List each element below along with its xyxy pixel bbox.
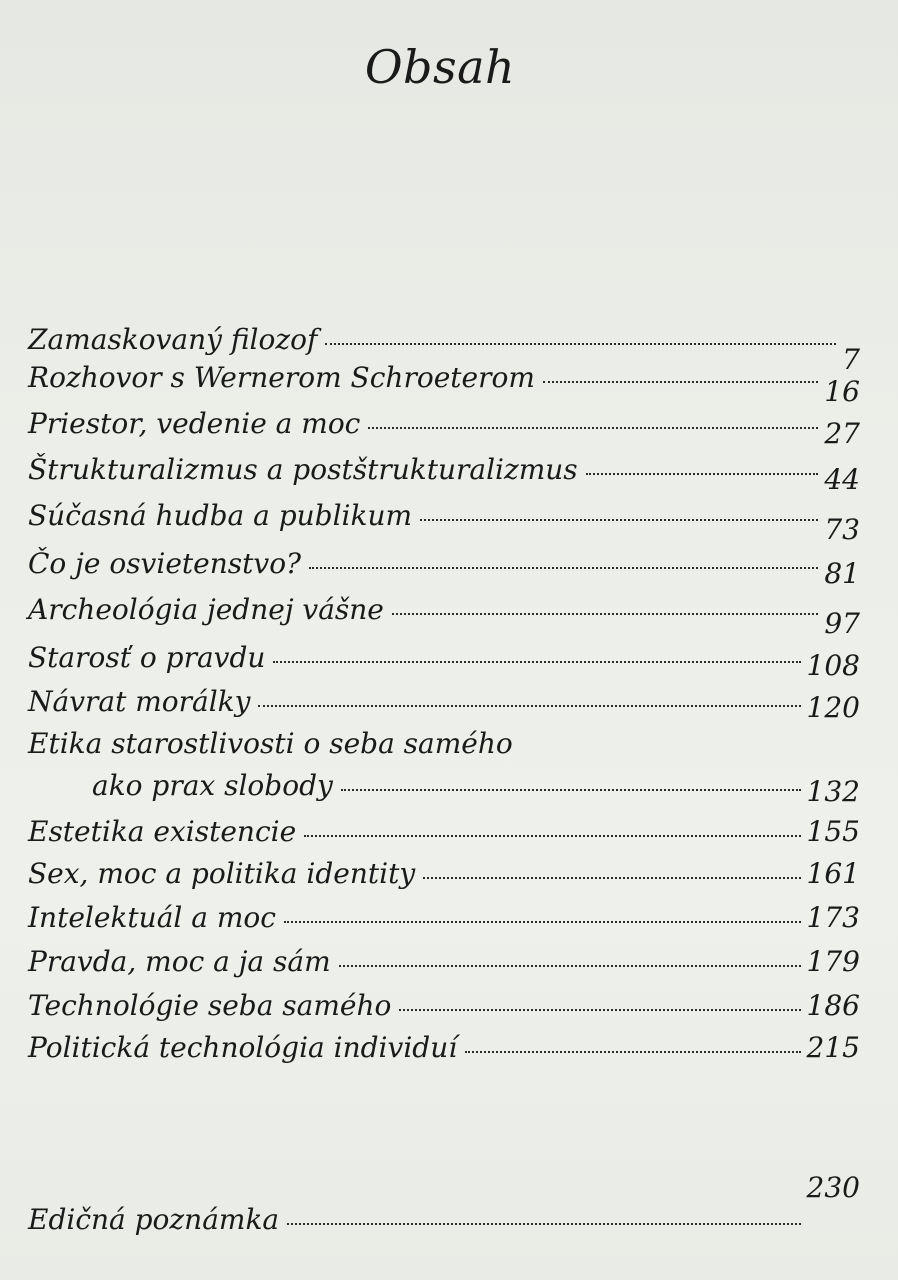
toc-entry [28, 638, 860, 682]
toc-page-number: 7 [842, 343, 860, 376]
toc-page-number: 186 [806, 989, 860, 1022]
toc-entry [28, 724, 860, 764]
toc-page-number: 97 [824, 607, 860, 640]
toc-entry [28, 404, 860, 450]
toc-entry [28, 854, 860, 894]
toc-page-number: 81 [824, 557, 860, 590]
toc-leader-dots [420, 519, 818, 521]
toc-entry-label: Pravda, moc a ja sám [28, 945, 331, 978]
toc-leader-dots [309, 567, 818, 569]
toc-entry [28, 1171, 860, 1236]
toc-leader-dots [586, 473, 819, 475]
toc-entry [28, 986, 860, 1026]
toc-entry [28, 358, 860, 408]
toc-entry-label: Politická technológia individuí [28, 1031, 458, 1064]
toc-entry-label: Rozhovor s Wernerom Schroeterom [28, 361, 535, 394]
toc-entry [28, 544, 860, 590]
toc-entry [28, 320, 860, 376]
toc-leader-dots [423, 877, 800, 879]
toc-entry [28, 942, 860, 982]
toc-entry-label: Súčasná hudba a publikum [28, 499, 413, 532]
toc-page-number: 108 [806, 649, 860, 682]
toc-page-number: 120 [806, 691, 860, 724]
toc-page-number: 73 [824, 513, 860, 546]
toc-entry [28, 766, 860, 806]
toc-entry-label: Technológie seba samého [28, 989, 392, 1022]
toc-entry-label: Zamaskovaný filozof [28, 323, 318, 356]
toc-page-number: 161 [806, 857, 860, 890]
toc-leader-dots [339, 965, 801, 967]
toc-page-number: 16 [824, 375, 860, 408]
page-title: Obsah [364, 40, 516, 94]
toc-leader-dots [399, 1009, 800, 1011]
toc-page-number: 230 [806, 1171, 860, 1204]
toc-entry [28, 1028, 860, 1068]
toc-entry [28, 682, 860, 722]
toc-entry-label: Intelektuál a moc [28, 901, 276, 934]
toc-page-number: 132 [806, 775, 860, 808]
toc-page-number: 44 [824, 463, 860, 496]
toc-entry-label: Čo je osvietenstvo? [28, 547, 302, 580]
toc-leader-dots [273, 661, 800, 663]
toc-leader-dots [543, 381, 818, 383]
toc-entry-label: ako prax slobody [92, 769, 333, 802]
toc-entry-label: Priestor, vedenie a moc [28, 407, 361, 440]
toc-entry-label: Etika starostlivosti o seba samého [28, 727, 513, 760]
toc-page-number: 27 [824, 417, 860, 450]
toc-entry-label: Štrukturalizmus a postštrukturalizmus [28, 453, 578, 486]
toc-entry-label: Sex, moc a politika identity [28, 857, 416, 890]
toc-entry-label: Edičná poznámka [28, 1203, 280, 1236]
toc-leader-dots [465, 1051, 800, 1053]
toc-leader-dots [325, 343, 836, 345]
toc-leader-dots [304, 835, 800, 837]
toc-page-number: 215 [806, 1031, 860, 1064]
toc-leader-dots [284, 921, 801, 923]
toc-entry [28, 898, 860, 938]
toc-leader-dots [392, 613, 818, 615]
toc-entry-label: Návrat morálky [28, 685, 251, 718]
toc-entry [28, 496, 860, 546]
toc-leader-dots [287, 1223, 800, 1225]
toc-leader-dots [341, 789, 801, 791]
toc-entry [28, 590, 860, 640]
toc-page-number: 155 [806, 815, 860, 848]
toc-entry-label: Estetika existencie [28, 815, 297, 848]
toc-entry [28, 812, 860, 852]
toc-leader-dots [368, 427, 818, 429]
toc-page-number: 179 [806, 945, 860, 978]
toc-page-number: 173 [806, 901, 860, 934]
toc-leader-dots [258, 705, 800, 707]
toc-entry-label: Starosť o pravdu [28, 641, 266, 674]
toc-entry [28, 450, 860, 496]
toc-entry-label: Archeológia jednej vášne [28, 593, 384, 626]
